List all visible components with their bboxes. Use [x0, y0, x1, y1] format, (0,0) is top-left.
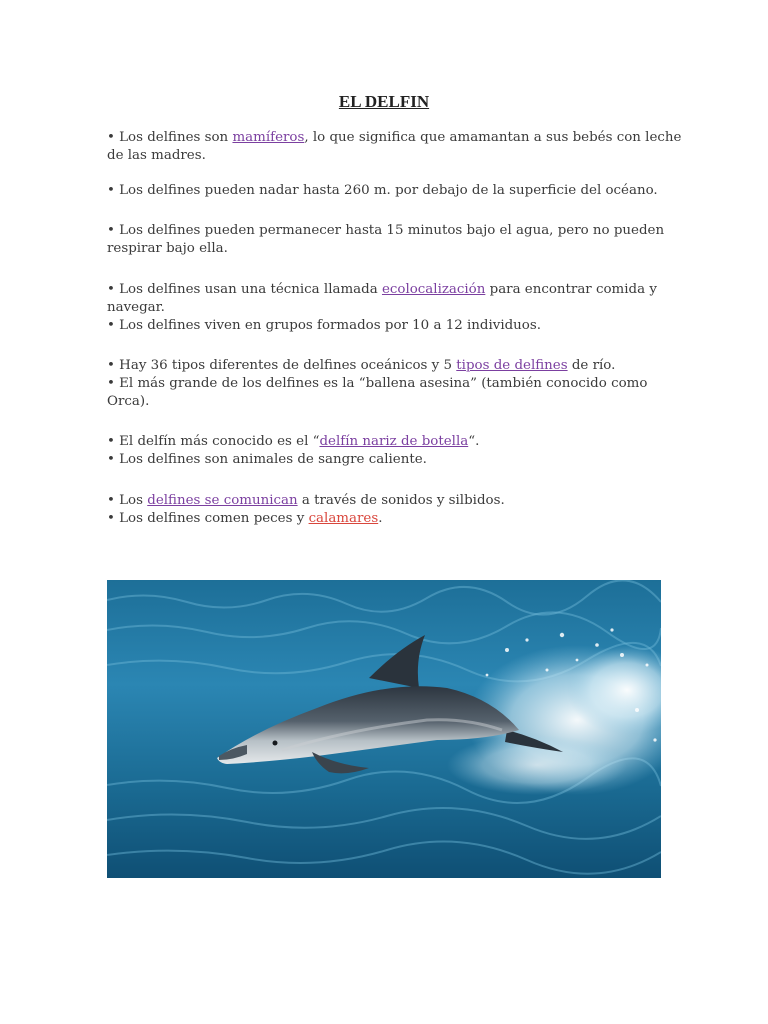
text-line: • Los delfines pueden permanecer hasta 15 minutos bajo el agua, pero no pueden — [107, 223, 665, 238]
dolphin-photo — [107, 580, 661, 878]
text-line — [107, 129, 682, 147]
text-line: • El más grande de los delfines es la “ballena asesina” (también conocido como — [107, 376, 648, 391]
text-line: navegar. — [107, 300, 165, 315]
text-line: • Los delfines viven en grupos formados por 10 a 12 individuos. — [107, 318, 541, 333]
text-line — [107, 433, 667, 451]
text-line: • Los delfines son animales de sangre caliente. — [107, 452, 427, 467]
link-tipos-de-delfines[interactable]: tipos de delfines — [456, 358, 568, 373]
paragraph-breathing — [107, 222, 667, 258]
text-segment: para encontrar comida y — [485, 282, 657, 297]
page-title: EL DELFIN — [338, 92, 430, 111]
text-segment: • Los delfines son — [107, 130, 233, 145]
text-line — [107, 281, 667, 299]
text-line — [107, 510, 667, 528]
text-segment: • Los — [107, 493, 148, 508]
text-line: • Los delfines pueden nadar hasta 260 m. por debajo de la superficie del océano. — [107, 183, 658, 198]
text-segment: • El delfín más conocido es el “ — [107, 434, 320, 449]
paragraph-bottlenose — [107, 433, 667, 469]
text-segment: • Los delfines comen peces y — [107, 511, 309, 526]
text-segment: • Los delfines usan una técnica llamada — [107, 282, 382, 297]
link-calamares[interactable]: calamares — [308, 511, 379, 526]
text-segment: de río. — [567, 358, 616, 373]
link-mamiferos[interactable]: mamíferos — [232, 130, 305, 145]
text-segment: . — [378, 511, 383, 526]
dolphin-illustration — [107, 580, 661, 878]
text-segment: • Hay 36 tipos diferentes de delfines oceánicos y 5 — [107, 358, 457, 373]
text-segment: , lo que significa que amamantan a sus bebés con leche — [304, 130, 682, 145]
text-line — [107, 492, 667, 510]
text-line: respirar bajo ella. — [107, 241, 228, 256]
link-ecolocalizacion[interactable]: ecolocalización — [381, 282, 486, 297]
paragraph-mammals — [107, 129, 682, 165]
link-delfin-nariz-de-botella[interactable]: delfín nariz de botella — [319, 434, 469, 449]
text-segment: “. — [468, 434, 480, 449]
paragraph-types — [107, 357, 667, 411]
text-line: Orca). — [107, 394, 150, 409]
text-line — [107, 357, 667, 375]
paragraph-depth — [107, 182, 667, 200]
text-line: de las madres. — [107, 148, 206, 163]
text-segment: a través de sonidos y silbidos. — [297, 493, 505, 508]
paragraph-echolocation — [107, 281, 667, 335]
link-delfines-se-comunican[interactable]: delfines se comunican — [147, 493, 298, 508]
paragraph-communication — [107, 492, 667, 528]
